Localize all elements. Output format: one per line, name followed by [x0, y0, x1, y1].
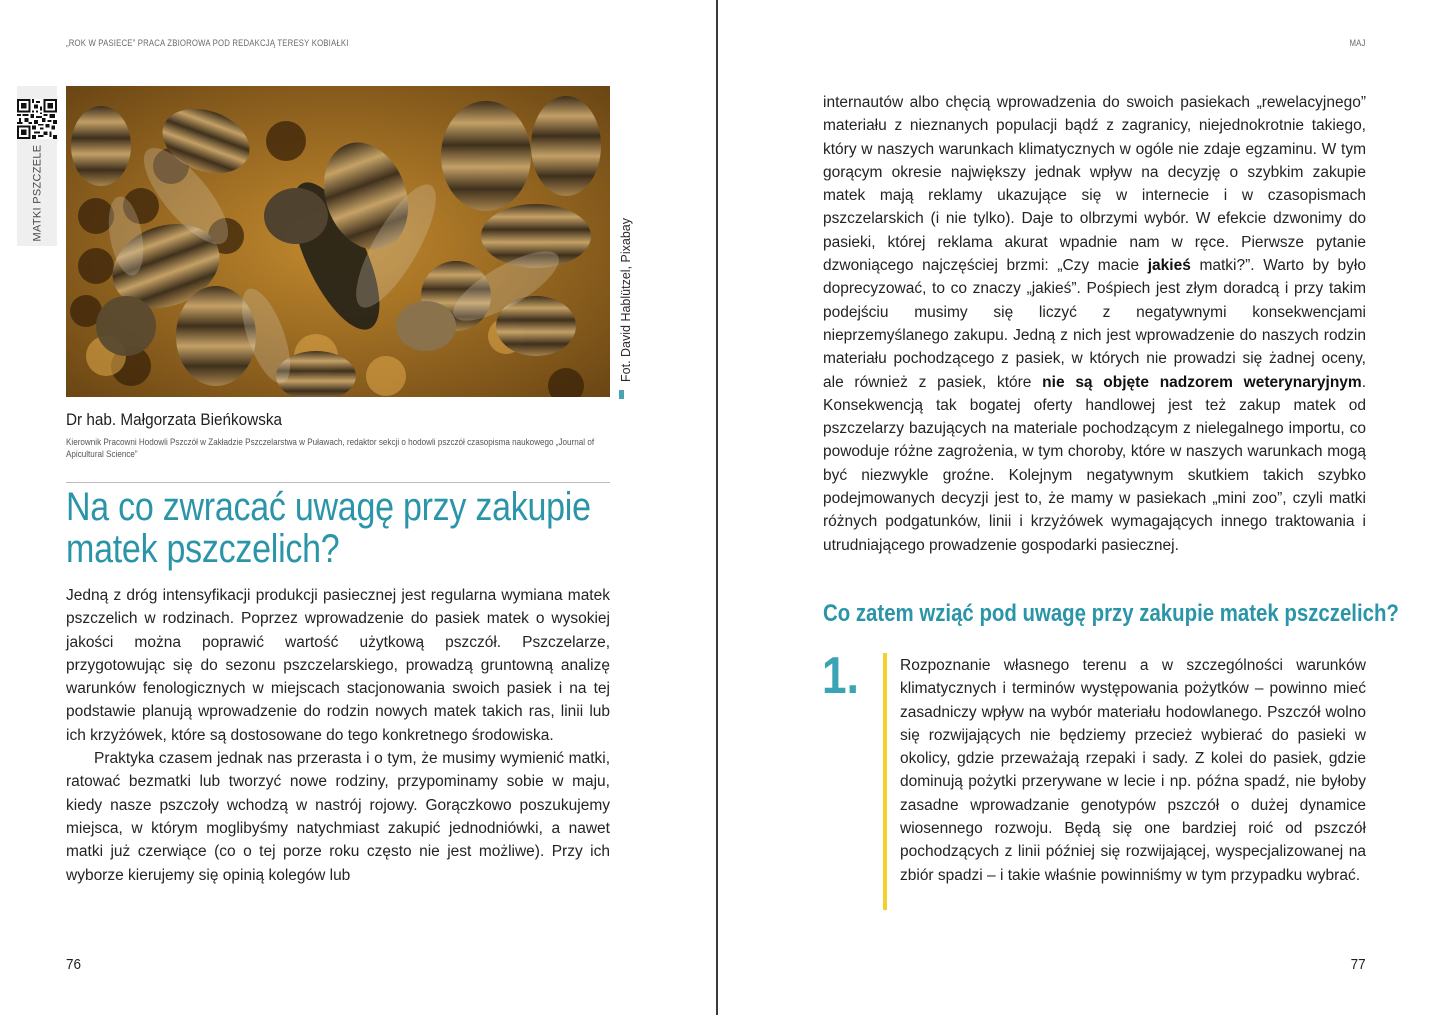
- page-number: 77: [1350, 956, 1366, 973]
- title-divider: [66, 482, 610, 483]
- paragraph: Jedną z dróg intensyfikacji produkcji pasiecznej jest regularna wymiana matek pszczelich w rodzinach. Poprzez wprowadzenie do pasiek matek o wysokiej jakości można poprawić wartość użytkową pszczół. Pszczelarze, przygotowując się do sezonu pszczelarskiego, prowadzą gruntowną analizę warunków fenologicznych w miejscach stacjonowania swoich pasiek i na tej podstawie planują wprowadzenie do rodzin nowych matek takich ras, linii lub ich krzyżówek, które są dostosowane do tego konkretnego środowiska.: [66, 587, 610, 744]
- section-subheading: Co zatem wziąć pod uwagę przy zakupie matek pszczelich?: [823, 600, 1399, 627]
- credit-accent-mark: [619, 390, 624, 399]
- bees-photo: [66, 86, 610, 397]
- emphasis: nie są objęte nadzorem weterynaryjnym: [1042, 373, 1362, 391]
- emphasis: jakieś: [1147, 257, 1191, 275]
- author-name: Dr hab. Małgorzata Bieńkowska: [66, 410, 283, 429]
- running-head-book-title: „ROK W PASIECE” PRACA ZBIOROWA POD REDAKCJĄ TERESY KOBIAŁKI: [66, 38, 349, 49]
- article-title: Na co zwracać uwagę przy zakupie matek pszczelich?: [66, 485, 591, 571]
- list-item-number: 1.: [822, 647, 859, 705]
- list-accent-bar: [883, 653, 887, 910]
- section-label: MATKI PSZCZELE: [31, 144, 43, 241]
- page-number: 76: [66, 956, 82, 973]
- paragraph: internautów albo chęcią wprowadzenia do swoich pasiekach „rewelacyjnego” materiału z nieznanych populacji bądź z zagranicy, niejednokrotnie takiego, który w naszych warunkach klimatycznych w ogóle nie zdaje egzaminu. W tym gorącym okresie największy jednak wpływ na decyzję o szybkim zakupie matek mają reklamy ukazujące się w internecie i w czasopismach pszczelarskich (i nie tylko). Daje to olbrzymi wybór. W efekcie dzwonimy do pasieki, której reklama akurat wpadnie nam w ręce. Pierwsze pytanie dzwoniącego najczęściej brzmi: „Czy macie jakieś matki?”. Warto by było doprecyzować, to co znaczy „jakieś”. Pośpiech jest złym doradcą i przy takim podejściu musimy się liczyć z negatywnymi konsekwencjami nieprzemyślanego zakupu. Jedną z nich jest wprowadzenie do naszych rodzin materiału pochodzącego z pasiek, w których nie prowadzi się żadnej oceny, ale również z pasiek, które nie są objęte nadzorem weterynaryjnym. Konsekwencją tak bogatej oferty handlowej jest też zakup matek od pszczelarzy bazujących na materiale pochodzącym z nielegalnego importu, co powoduje różne zagrożenia, w tym choroby, które w naszych warunkach mogą być niezwykle groźne. Kolejnym negatywnym skutkiem takich szybko podejmowanych decyzji jest to, że mamy w pasiekach „mini zoo”, czyli matki różnych podgatunków, linii i krzyżówek wymagających innego traktowania i utrudniającego prowadzenie gospodarki pasiecznej.: [823, 94, 1366, 554]
- paragraph: Praktyka czasem jednak nas przerasta i o tym, że musimy wymienić matki, ratować bezmatki lub tworzyć nowe rodziny, przypominamy sobie w maju, kiedy nasze pszczoły wchodzą w nastrój rojowy. Gorączkowo poszukujemy miejsca, w którym moglibyśmy natychmiast zakupić jednodniówki, a nawet matki już czerwiące (co o tej porze roku często nie jest możliwe). Przy ich wyborze kierujemy się opinią kolegów lub: [66, 750, 610, 884]
- article-body-right: [823, 91, 1366, 557]
- running-head-chapter: MAJ: [1349, 38, 1366, 49]
- article-body-left: [66, 584, 610, 887]
- photo-credit: Fot. David Hablützel, Pixabay: [619, 218, 633, 382]
- qr-code-icon[interactable]: [17, 99, 57, 139]
- list-item-text: Rozpoznanie własnego terenu a w szczególności warunków klimatycznych i terminów występowania pożytków – powinno mieć zasadniczy wpływ na wybór materiału hodowlanego. Pszczół wolno się rozwijających nie będziemy przecież wybierać do pasieki w okolicy, gdzie przeważają rzepaki i sady. Z kolei do pasiek, gdzie dominują pożytki przerywane w lecie i np. późna spadź, nie byłoby zasadne wprowadzanie genotypów pszczół o dużej dynamice wiosennego rozwoju. Będą się one bardziej roić od pszczół pochodzących z linii później się rozwijającej, wyspecjalizowanej na zbiór spadzi – i takie właśnie powinniśmy w tym przypadku wybrać.: [900, 657, 1366, 884]
- author-bio: Kierownik Pracowni Hodowli Pszczół w Zakładzie Pszczelarstwa w Puławach, redaktor sekcji o hodowli pszczół czasopisma naukowego „Journal of Apicultural Science”: [66, 437, 595, 459]
